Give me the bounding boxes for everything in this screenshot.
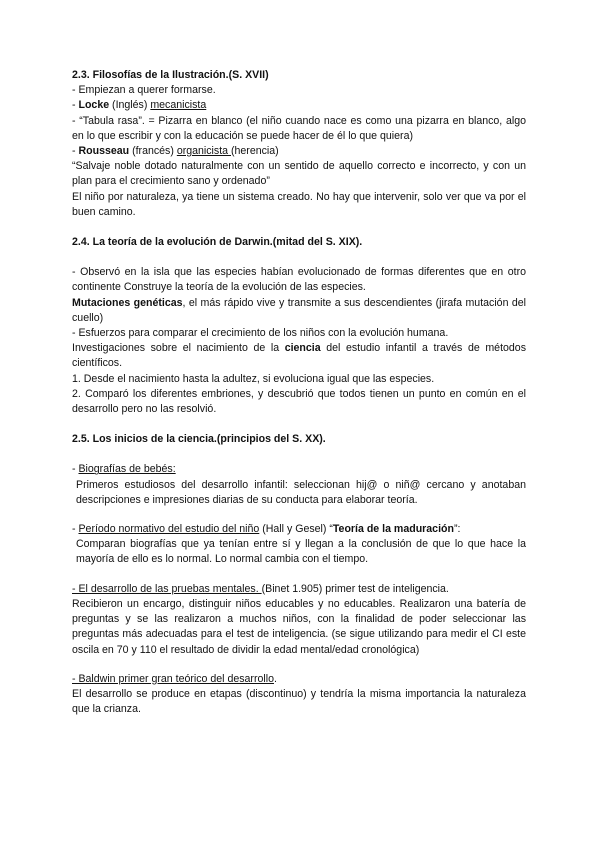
rousseau-term: organicista [176,145,231,158]
locke-term: mecanicista [150,99,207,112]
biografias-heading: - Biografías de bebés: [72,463,176,476]
paragraph: - “Tabula rasa”. = Pizarra en blanco (el niño cuando nace es como una pizarra en blanco, algo en lo que escribir y con la educación se puede hacer de él lo que quiera) [72,114,526,142]
paragraph: Primeros estudiosos del desarrollo infantil: seleccionan hij@ o niñ@ cercano y anotaban descripciones e impresiones diarias de su conducta para elaborar teoría. [76,478,526,506]
section-2-4-heading: 2.4. La teoría de la evolución de Darwin.(mitad del S. XIX). [72,236,363,249]
paragraph: - Empiezan a querer formarse. [72,84,216,97]
mutaciones-line: Mutaciones genéticas, el más rápido vive y transmite a sus descendientes (jirafa mutación del cuello) [72,296,526,324]
paragraph: - Esfuerzos para comparar el crecimiento de los niños con la evolución humana. [72,327,449,340]
rousseau-line: - Rousseau (francés) organicista (herencia) [72,145,279,158]
paragraph: - Observó en la isla que las especies habían evolucionado de formas diferentes que en otro continente Construye la teoría de la evolución de las especies. [72,266,526,294]
investigaciones-line: Investigaciones sobre el nacimiento de la ciencia del estudio infantil a través de métodos científicos. [72,342,526,370]
paragraph: El desarrollo se produce en etapas (discontinuo) y tendría la misma importancia la naturaleza que la crianza. [72,687,526,716]
paragraph: Recibieron un encargo, distinguir niños educables y no educables. Realizaron una batería de preguntas y se las realizaron a muchos niños, con la finalidad de poder seleccionar las preguntas más adecuadas para el test de inteligencia. (se sigue utilizando para medir el CI este oscila en 70 y 110 el resultado de dividir la edad mental/edad cronológica) [72,597,526,656]
list-item: 1. Desde el nacimiento hasta la adultez, si evoluciona igual que las especies. [72,372,435,385]
locke-name: Locke [78,99,110,112]
section-2-5-heading: 2.5. Los inicios de la ciencia.(principios del S. XX). [72,433,326,446]
pruebas-heading: - El desarrollo de las pruebas mentales. (Binet 1.905) primer test de inteligencia. [72,582,449,595]
paragraph: “Salvaje noble dotado naturalmente con un sentido de aquello correcto e incorrecto, y con un plan para el crecimiento sano y ordenado” [72,160,526,188]
periodo-heading: - Período normativo del estudio del niño (Hall y Gesel) “Teoría de la maduración”: [72,523,461,536]
paragraph: Comparan biografías que ya tenían entre sí y llegan a la conclusión de que lo que hace la mayoría de ello es lo normal. Lo normal cambia con el tiempo. [76,538,526,566]
section-2-3-heading: 2.3. Filosofías de la Ilustración.(S. XVII) [72,69,269,81]
document-page [72,68,526,717]
rousseau-name: Rousseau [78,145,130,158]
baldwin-heading: - Baldwin primer gran teórico del desarrollo. [72,672,277,685]
list-item: 2. Comparó los diferentes embriones, y descubrió que todos tienen un punto en común en el desarrollo pero no las resolvió. [72,387,526,416]
locke-line: - Locke (Inglés) mecanicista [72,99,207,112]
paragraph: El niño por naturaleza, ya tiene un sistema creado. No hay que intervenir, solo ver que va por el buen camino. [72,190,526,218]
